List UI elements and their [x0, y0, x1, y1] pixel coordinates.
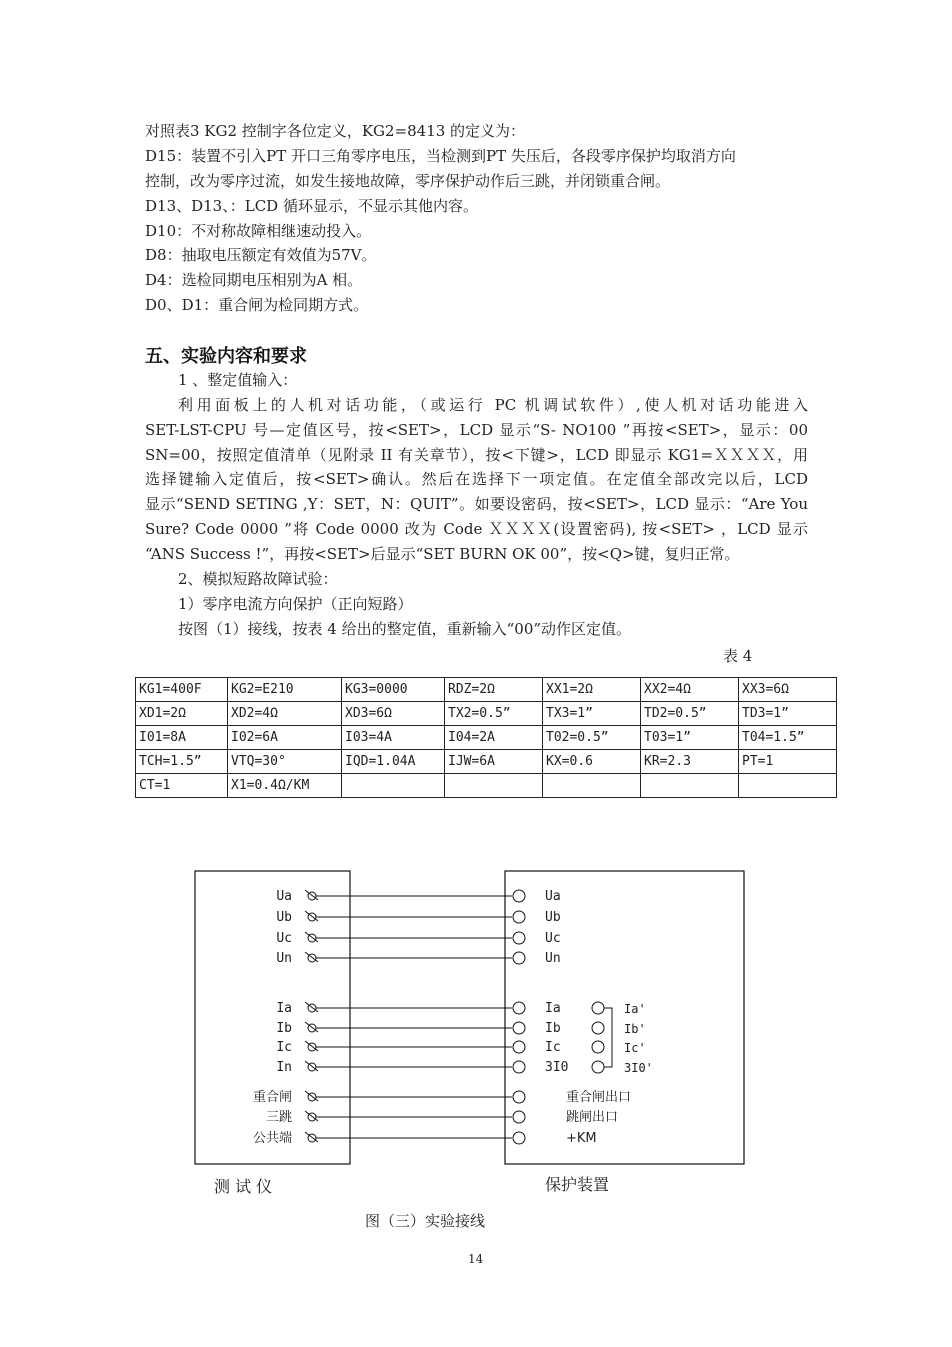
table-cell: PT=1	[739, 750, 837, 774]
device-terminal-label: 跳闸出口	[566, 1110, 619, 1125]
tester-terminal-label: Ua	[276, 889, 292, 904]
terminal-icon	[513, 1111, 525, 1123]
device-terminal-label: Ia	[545, 1001, 561, 1016]
table-cell: I03=4A	[342, 726, 445, 750]
text-line: D4：选检同期电压相别为A 相。	[145, 271, 363, 289]
device-terminal-label: Un	[545, 951, 561, 966]
text-line: 利用面板上的人机对话功能，（或运行 PC 机调试软件）,使人机对话功能进入	[178, 396, 808, 414]
text-line: Sure? Code 0000 ”将 Code 0000 改为 Code ＸＸＸＸ(设置密码), 按<SET> ，LCD 显示	[145, 520, 808, 538]
table-cell: T02=0.5”	[543, 726, 641, 750]
table-cell: KG1=400F	[136, 678, 228, 702]
text-line: 2、模拟短路故障试验：	[178, 570, 338, 588]
text-line: 选择键输入定值后，按<SET>确认。然后在选择下一项定值。在定值全部改完以后，LCD	[145, 470, 808, 488]
table-cell: XX1=2Ω	[543, 678, 641, 702]
ct-coil-icon	[592, 1002, 604, 1014]
tester-terminal-label: 重合闸	[252, 1090, 292, 1105]
table-cell: IJW=6A	[445, 750, 543, 774]
text-line: SET-LST-CPU 号—定值区号，按<SET>，LCD 显示“S- NO100 ”再按<SET>，显示：00	[145, 421, 808, 439]
table-cell: CT=1	[136, 774, 228, 798]
table-cell: VTQ=30°	[228, 750, 342, 774]
terminal-icon	[513, 1041, 525, 1053]
device-terminal-label: Ic	[545, 1040, 561, 1055]
table-cell: XD2=4Ω	[228, 702, 342, 726]
device-terminal-label: Ua	[545, 889, 561, 904]
table-cell: X1=0.4Ω/KM	[228, 774, 342, 798]
terminal-icon	[513, 890, 525, 902]
text-line: “ANS Success !”，再按<SET>后显示“SET BURN OK 00”，按<Q>键，复归正常。	[145, 545, 740, 563]
text-line: SN=00，按照定值清单（见附录 II 有关章节），按<下键>，LCD 即显示 KG1=ＸＸＸＸ，用	[145, 446, 808, 464]
text-line: 控制，改为零序过流，如发生接地故障，零序保护动作后三跳，并闭锁重合闸。	[145, 172, 671, 190]
device-terminal-label: 3I0	[545, 1060, 569, 1075]
table-cell: XD3=6Ω	[342, 702, 445, 726]
table-cell: XD1=2Ω	[136, 702, 228, 726]
table-cell: IQD=1.04A	[342, 750, 445, 774]
table-cell: TX3=1”	[543, 702, 641, 726]
text-line: 对照表3 KG2 控制字各位定义，KG2=8413 的定义为：	[145, 122, 526, 140]
text-line: 1）零序电流方向保护（正向短路）	[178, 595, 413, 613]
ct-coil-icon	[592, 1022, 604, 1034]
ct-coil-icon	[592, 1061, 604, 1073]
ct-coil-icon	[592, 1041, 604, 1053]
page-number: 14	[468, 1252, 484, 1266]
terminal-icon	[513, 952, 525, 964]
table-cell: TCH=1.5”	[136, 750, 228, 774]
table-cell: RDZ=2Ω	[445, 678, 543, 702]
table-caption: 表 4	[723, 647, 753, 665]
tester-terminal-label: Ib	[276, 1021, 292, 1036]
figure-caption: 图（三）实验接线	[365, 1212, 486, 1230]
section-heading: 五、实验内容和要求	[145, 346, 307, 367]
tester-terminal-label: Ub	[276, 910, 292, 925]
ct-label: 3I0'	[624, 1061, 653, 1075]
table-cell: XX3=6Ω	[739, 678, 837, 702]
table-cell: XX2=4Ω	[641, 678, 739, 702]
text-line: D13、D13、：LCD 循环显示，不显示其他内容。	[145, 197, 478, 215]
tester-terminal-label: In	[276, 1060, 292, 1075]
table-cell: TX2=0.5”	[445, 702, 543, 726]
protection-device-box	[505, 871, 744, 1164]
terminal-icon	[513, 1002, 525, 1014]
terminal-icon	[513, 932, 525, 944]
table-cell: TD2=0.5”	[641, 702, 739, 726]
terminal-icon	[513, 1061, 525, 1073]
tester-terminal-label: Un	[276, 951, 292, 966]
text-line: D15：装置不引入PT 开口三角零序电压，当检测到PT 失压后，各段零序保护均取消方向	[145, 147, 736, 165]
tester-terminal-label: Uc	[276, 931, 292, 946]
device-terminal-label: Ub	[545, 910, 561, 925]
ct-label: Ia'	[624, 1002, 646, 1016]
terminal-icon	[513, 911, 525, 923]
tester-terminal-label: Ia	[276, 1001, 292, 1016]
device-terminal-label: Uc	[545, 931, 561, 946]
text-line: D10：不对称故障相继速动投入。	[145, 222, 372, 240]
text-line: D8：抽取电压额定有效值为57V。	[145, 246, 377, 264]
table-cell: KG2=E210	[228, 678, 342, 702]
terminal-icon	[513, 1132, 525, 1144]
ct-label: Ic'	[624, 1041, 646, 1055]
device-terminal-label: 重合闸出口	[566, 1090, 632, 1105]
table-cell: T03=1”	[641, 726, 739, 750]
text-line: 显示“SEND SETING ,Y：SET，N：QUIT”。如要设密码，按<SET>，LCD 显示：“Are You	[145, 495, 808, 513]
table-cell: I04=2A	[445, 726, 543, 750]
protection-device-label: 保护装置	[545, 1175, 610, 1194]
device-terminal-label: +KM	[566, 1131, 597, 1146]
text-line: D0、D1：重合闸为检同期方式。	[145, 296, 369, 314]
text-line: 1 、整定值输入：	[178, 371, 298, 389]
ct-bracket	[604, 1008, 612, 1067]
table-cell: KG3=0000	[342, 678, 445, 702]
terminal-icon	[513, 1022, 525, 1034]
terminal-icon	[513, 1091, 525, 1103]
tester-terminal-label: 三跳	[265, 1110, 292, 1125]
table-cell: I01=8A	[136, 726, 228, 750]
tester-terminal-label: Ic	[276, 1040, 292, 1055]
table-cell: I02=6A	[228, 726, 342, 750]
text-line: 按图（1）接线，按表 4 给出的整定值，重新输入“00”动作区定值。	[178, 620, 632, 638]
device-terminal-label: Ib	[545, 1021, 561, 1036]
tester-label: 测 试 仪	[214, 1177, 273, 1196]
ct-label: Ib'	[624, 1022, 646, 1036]
tester-terminal-label: 公共端	[252, 1131, 292, 1146]
table-cell: TD3=1”	[739, 702, 837, 726]
table-cell: KR=2.3	[641, 750, 739, 774]
table-cell: T04=1.5”	[739, 726, 837, 750]
table-cell: KX=0.6	[543, 750, 641, 774]
